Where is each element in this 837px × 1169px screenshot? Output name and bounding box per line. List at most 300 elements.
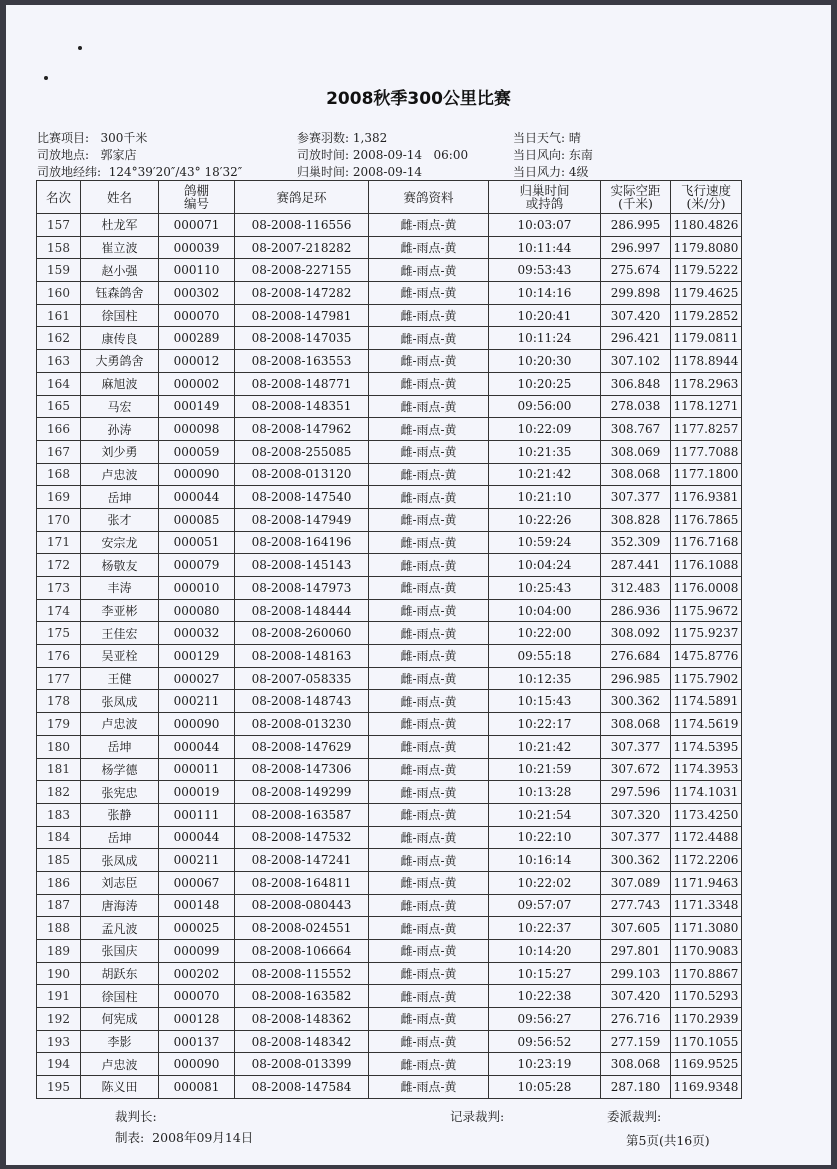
cell-distance: 308.068 — [601, 463, 671, 486]
cell-speed: 1175.9237 — [671, 622, 742, 645]
cell-loft-id: 000202 — [159, 962, 235, 985]
cell-loft-id: 000070 — [159, 985, 235, 1008]
cell-bird-info: 雌-雨点-黄 — [369, 486, 489, 509]
cell-name: 张宪忠 — [81, 781, 159, 804]
cell-distance: 308.092 — [601, 622, 671, 645]
cell-distance: 308.069 — [601, 440, 671, 463]
cell-bird-info: 雌-雨点-黄 — [369, 463, 489, 486]
cell-speed: 1178.1271 — [671, 395, 742, 418]
cell-rank: 187 — [37, 894, 81, 917]
cell-return-time: 10:22:17 — [489, 713, 601, 736]
cell-name: 张凤成 — [81, 690, 159, 713]
table-row — [37, 758, 742, 781]
cell-rank: 165 — [37, 395, 81, 418]
cell-rank: 180 — [37, 735, 81, 758]
cell-bird-info: 雌-雨点-黄 — [369, 781, 489, 804]
cell-rank: 191 — [37, 985, 81, 1008]
cell-loft-id: 000148 — [159, 894, 235, 917]
cell-return-time: 10:03:07 — [489, 214, 601, 237]
table-row — [37, 531, 742, 554]
cell-bird-info: 雌-雨点-黄 — [369, 713, 489, 736]
cell-rank: 190 — [37, 962, 81, 985]
cell-return-time: 10:25:43 — [489, 577, 601, 600]
cell-return-time: 10:20:25 — [489, 372, 601, 395]
cell-name: 卢忠波 — [81, 1053, 159, 1076]
cell-rank: 170 — [37, 508, 81, 531]
cell-return-time: 10:04:00 — [489, 599, 601, 622]
cell-ring: 08-2008-147962 — [235, 418, 369, 441]
cell-loft-id: 000011 — [159, 758, 235, 781]
cell-name: 刘少勇 — [81, 440, 159, 463]
event-info: 比赛项目: 300千米 — [37, 131, 148, 145]
cell-rank: 158 — [37, 236, 81, 259]
cell-loft-id: 000071 — [159, 214, 235, 237]
cell-speed: 1173.4250 — [671, 803, 742, 826]
cell-ring: 08-2008-024551 — [235, 917, 369, 940]
cell-rank: 174 — [37, 599, 81, 622]
cell-rank: 163 — [37, 350, 81, 373]
cell-distance: 307.672 — [601, 758, 671, 781]
cell-return-time: 10:05:28 — [489, 1076, 601, 1099]
cell-return-time: 10:16:14 — [489, 849, 601, 872]
cell-return-time: 10:11:24 — [489, 327, 601, 350]
cell-bird-info: 雌-雨点-黄 — [369, 1008, 489, 1031]
cell-ring: 08-2007-218282 — [235, 236, 369, 259]
cell-rank: 168 — [37, 463, 81, 486]
cell-speed: 1174.1031 — [671, 781, 742, 804]
table-row — [37, 440, 742, 463]
cell-distance: 277.743 — [601, 894, 671, 917]
table-row — [37, 395, 742, 418]
cell-distance: 296.997 — [601, 236, 671, 259]
cell-rank: 167 — [37, 440, 81, 463]
cell-ring: 08-2008-260060 — [235, 622, 369, 645]
cell-speed: 1170.8867 — [671, 962, 742, 985]
cell-name: 王佳宏 — [81, 622, 159, 645]
table-row — [37, 259, 742, 282]
cell-ring: 08-2008-145143 — [235, 554, 369, 577]
cell-loft-id: 000137 — [159, 1030, 235, 1053]
cell-loft-id: 000002 — [159, 372, 235, 395]
table-row — [37, 667, 742, 690]
cell-return-time: 09:56:27 — [489, 1008, 601, 1031]
cell-distance: 299.898 — [601, 282, 671, 305]
cell-return-time: 10:20:41 — [489, 304, 601, 327]
table-row — [37, 599, 742, 622]
cell-bird-info: 雌-雨点-黄 — [369, 327, 489, 350]
cell-ring: 08-2008-147306 — [235, 758, 369, 781]
cell-distance: 307.102 — [601, 350, 671, 373]
cell-ring: 08-2008-147973 — [235, 577, 369, 600]
cell-bird-info: 雌-雨点-黄 — [369, 214, 489, 237]
cell-distance: 307.089 — [601, 871, 671, 894]
cell-ring: 08-2007-058335 — [235, 667, 369, 690]
cell-name: 唐海涛 — [81, 894, 159, 917]
header-distance: 实际空距 (千米) — [601, 181, 671, 214]
cell-ring: 08-2008-147282 — [235, 282, 369, 305]
cell-distance: 287.180 — [601, 1076, 671, 1099]
cell-return-time: 10:22:00 — [489, 622, 601, 645]
return-time-info: 归巢时间: 2008-09-14 — [297, 165, 423, 179]
table-row — [37, 871, 742, 894]
cell-bird-info: 雌-雨点-黄 — [369, 236, 489, 259]
cell-ring: 08-2008-148444 — [235, 599, 369, 622]
cell-name: 杨敬友 — [81, 554, 159, 577]
cell-loft-id: 000044 — [159, 735, 235, 758]
weather-info: 当日天气: 晴 — [513, 131, 581, 145]
cell-distance: 300.362 — [601, 849, 671, 872]
cell-bird-info: 雌-雨点-黄 — [369, 985, 489, 1008]
cell-name: 李亚彬 — [81, 599, 159, 622]
cell-ring: 08-2008-080443 — [235, 894, 369, 917]
cell-rank: 177 — [37, 667, 81, 690]
cell-bird-info: 雌-雨点-黄 — [369, 395, 489, 418]
cell-speed: 1175.9672 — [671, 599, 742, 622]
cell-loft-id: 000039 — [159, 236, 235, 259]
cell-loft-id: 000081 — [159, 1076, 235, 1099]
cell-loft-id: 000128 — [159, 1008, 235, 1031]
cell-loft-id: 000051 — [159, 531, 235, 554]
cell-speed: 1174.5395 — [671, 735, 742, 758]
cell-return-time: 10:12:35 — [489, 667, 601, 690]
cell-rank: 176 — [37, 645, 81, 668]
cell-name: 张国庆 — [81, 940, 159, 963]
table-row — [37, 917, 742, 940]
cell-rank: 175 — [37, 622, 81, 645]
results-table — [36, 180, 742, 1099]
cell-bird-info: 雌-雨点-黄 — [369, 599, 489, 622]
table-body — [37, 214, 742, 1099]
cell-rank: 166 — [37, 418, 81, 441]
cell-return-time: 09:55:18 — [489, 645, 601, 668]
cell-bird-info: 雌-雨点-黄 — [369, 418, 489, 441]
cell-ring: 08-2008-147584 — [235, 1076, 369, 1099]
cell-rank: 186 — [37, 871, 81, 894]
cell-rank: 195 — [37, 1076, 81, 1099]
cell-name: 岳坤 — [81, 486, 159, 509]
cell-bird-info: 雌-雨点-黄 — [369, 531, 489, 554]
cell-return-time: 10:22:02 — [489, 871, 601, 894]
cell-loft-id: 000211 — [159, 849, 235, 872]
cell-bird-info: 雌-雨点-黄 — [369, 894, 489, 917]
table-row — [37, 372, 742, 395]
cell-return-time: 10:20:30 — [489, 350, 601, 373]
table-row — [37, 985, 742, 1008]
cell-return-time: 10:23:19 — [489, 1053, 601, 1076]
cell-speed: 1179.0811 — [671, 327, 742, 350]
cell-speed: 1177.8257 — [671, 418, 742, 441]
cell-distance: 308.068 — [601, 1053, 671, 1076]
cell-return-time: 10:22:26 — [489, 508, 601, 531]
cell-ring: 08-2008-163582 — [235, 985, 369, 1008]
header-rank: 名次 — [37, 181, 81, 214]
cell-loft-id: 000090 — [159, 463, 235, 486]
cell-speed: 1176.1088 — [671, 554, 742, 577]
cell-ring: 08-2008-149299 — [235, 781, 369, 804]
cell-return-time: 09:57:07 — [489, 894, 601, 917]
cell-distance: 296.421 — [601, 327, 671, 350]
cell-speed: 1177.1800 — [671, 463, 742, 486]
cell-speed: 1174.5891 — [671, 690, 742, 713]
cell-name: 孙涛 — [81, 418, 159, 441]
coords-info: 司放地经纬: 124°39′20″/43° 18′32″ — [37, 165, 243, 179]
cell-ring: 08-2008-115552 — [235, 962, 369, 985]
page-number: 第5页(共16页) — [626, 1133, 710, 1148]
cell-bird-info: 雌-雨点-黄 — [369, 622, 489, 645]
table-row — [37, 214, 742, 237]
cell-ring: 08-2008-147035 — [235, 327, 369, 350]
cell-ring: 08-2008-106664 — [235, 940, 369, 963]
cell-speed: 1171.3080 — [671, 917, 742, 940]
cell-loft-id: 000129 — [159, 645, 235, 668]
cell-name: 岳坤 — [81, 735, 159, 758]
release-time-info: 司放时间: 2008-09-14 06:00 — [297, 148, 469, 162]
cell-return-time: 10:14:16 — [489, 282, 601, 305]
cell-speed: 1170.5293 — [671, 985, 742, 1008]
cell-return-time: 09:53:43 — [489, 259, 601, 282]
cell-name: 何宪成 — [81, 1008, 159, 1031]
table-row — [37, 781, 742, 804]
cell-ring: 08-2008-148163 — [235, 645, 369, 668]
wind-force-info: 当日风力: 4级 — [513, 165, 589, 179]
cell-speed: 1169.9348 — [671, 1076, 742, 1099]
cell-ring: 08-2008-147532 — [235, 826, 369, 849]
cell-name: 大勇鸽舍 — [81, 350, 159, 373]
cell-distance: 307.377 — [601, 826, 671, 849]
cell-name: 孟凡波 — [81, 917, 159, 940]
table-row — [37, 508, 742, 531]
cell-speed: 1177.7088 — [671, 440, 742, 463]
cell-bird-info: 雌-雨点-黄 — [369, 554, 489, 577]
cell-ring: 08-2008-255085 — [235, 440, 369, 463]
cell-rank: 188 — [37, 917, 81, 940]
header-ring: 赛鸽足环 — [235, 181, 369, 214]
cell-bird-info: 雌-雨点-黄 — [369, 826, 489, 849]
cell-name: 麻旭波 — [81, 372, 159, 395]
cell-rank: 162 — [37, 327, 81, 350]
cell-loft-id: 000090 — [159, 1053, 235, 1076]
cell-ring: 08-2008-227155 — [235, 259, 369, 282]
table-row — [37, 962, 742, 985]
cell-name: 赵小强 — [81, 259, 159, 282]
table-row — [37, 554, 742, 577]
cell-name: 康传良 — [81, 327, 159, 350]
cell-loft-id: 000085 — [159, 508, 235, 531]
cell-ring: 08-2008-164196 — [235, 531, 369, 554]
table-row — [37, 1053, 742, 1076]
cell-ring: 08-2008-013120 — [235, 463, 369, 486]
cell-ring: 08-2008-147540 — [235, 486, 369, 509]
cell-speed: 1179.4625 — [671, 282, 742, 305]
cell-name: 岳坤 — [81, 826, 159, 849]
cell-loft-id: 000044 — [159, 486, 235, 509]
cell-bird-info: 雌-雨点-黄 — [369, 871, 489, 894]
cell-name: 崔立波 — [81, 236, 159, 259]
table-row — [37, 327, 742, 350]
cell-distance: 307.420 — [601, 985, 671, 1008]
cell-speed: 1174.5619 — [671, 713, 742, 736]
table-row — [37, 282, 742, 305]
table-row — [37, 350, 742, 373]
table-row — [37, 735, 742, 758]
cell-name: 马宏 — [81, 395, 159, 418]
page-title: 2008秋季300公里比赛 — [326, 89, 511, 109]
cell-loft-id: 000067 — [159, 871, 235, 894]
cell-loft-id: 000027 — [159, 667, 235, 690]
cell-ring: 08-2008-147949 — [235, 508, 369, 531]
cell-return-time: 10:21:59 — [489, 758, 601, 781]
table-row — [37, 622, 742, 645]
cell-bird-info: 雌-雨点-黄 — [369, 1030, 489, 1053]
cell-rank: 185 — [37, 849, 81, 872]
cell-speed: 1170.9083 — [671, 940, 742, 963]
recorder-label: 记录裁判: — [450, 1109, 505, 1124]
table-row — [37, 577, 742, 600]
cell-loft-id: 000090 — [159, 713, 235, 736]
cell-bird-info: 雌-雨点-黄 — [369, 350, 489, 373]
cell-speed: 1172.2206 — [671, 849, 742, 872]
cell-speed: 1179.5222 — [671, 259, 742, 282]
cell-name: 刘志臣 — [81, 871, 159, 894]
cell-loft-id: 000070 — [159, 304, 235, 327]
chief-judge-label: 裁判长: — [115, 1109, 157, 1124]
cell-ring: 08-2008-148743 — [235, 690, 369, 713]
cell-return-time: 10:21:42 — [489, 463, 601, 486]
cell-bird-info: 雌-雨点-黄 — [369, 690, 489, 713]
cell-rank: 192 — [37, 1008, 81, 1031]
cell-rank: 173 — [37, 577, 81, 600]
cell-speed: 1178.8944 — [671, 350, 742, 373]
cell-return-time: 10:21:54 — [489, 803, 601, 826]
cell-speed: 1475.8776 — [671, 645, 742, 668]
cell-return-time: 10:22:38 — [489, 985, 601, 1008]
delegate-label: 委派裁判: — [607, 1109, 662, 1124]
cell-rank: 164 — [37, 372, 81, 395]
cell-loft-id: 000019 — [159, 781, 235, 804]
cell-ring: 08-2008-116556 — [235, 214, 369, 237]
cell-distance: 299.103 — [601, 962, 671, 985]
cell-bird-info: 雌-雨点-黄 — [369, 645, 489, 668]
wind-direction-info: 当日风向: 东南 — [513, 148, 593, 162]
cell-bird-info: 雌-雨点-黄 — [369, 962, 489, 985]
cell-name: 杜龙军 — [81, 214, 159, 237]
cell-return-time: 10:21:35 — [489, 440, 601, 463]
cell-rank: 189 — [37, 940, 81, 963]
cell-return-time: 10:04:24 — [489, 554, 601, 577]
cell-distance: 312.483 — [601, 577, 671, 600]
table-row — [37, 713, 742, 736]
cell-ring: 08-2008-147241 — [235, 849, 369, 872]
cell-distance: 308.828 — [601, 508, 671, 531]
cell-rank: 182 — [37, 781, 81, 804]
cell-bird-info: 雌-雨点-黄 — [369, 849, 489, 872]
cell-ring: 08-2008-148362 — [235, 1008, 369, 1031]
entries-info: 参赛羽数: 1,382 — [297, 131, 388, 145]
table-row — [37, 236, 742, 259]
table-row — [37, 826, 742, 849]
cell-loft-id: 000032 — [159, 622, 235, 645]
table-row — [37, 645, 742, 668]
cell-bird-info: 雌-雨点-黄 — [369, 304, 489, 327]
cell-ring: 08-2008-013399 — [235, 1053, 369, 1076]
cell-distance: 300.362 — [601, 690, 671, 713]
cell-return-time: 10:15:43 — [489, 690, 601, 713]
header-loft-id: 鸽棚 编号 — [159, 181, 235, 214]
speck — [78, 46, 82, 50]
table-row — [37, 1030, 742, 1053]
cell-distance: 297.596 — [601, 781, 671, 804]
table-row — [37, 690, 742, 713]
cell-name: 徐国柱 — [81, 304, 159, 327]
release-place-info: 司放地点: 郭家店 — [37, 148, 137, 162]
cell-speed: 1170.2939 — [671, 1008, 742, 1031]
cell-return-time: 10:22:37 — [489, 917, 601, 940]
cell-ring: 08-2008-164811 — [235, 871, 369, 894]
cell-name: 张凤成 — [81, 849, 159, 872]
header-bird-info: 赛鸽资料 — [369, 181, 489, 214]
cell-name: 张静 — [81, 803, 159, 826]
cell-ring: 08-2008-148342 — [235, 1030, 369, 1053]
cell-return-time: 10:21:42 — [489, 735, 601, 758]
cell-ring: 08-2008-163553 — [235, 350, 369, 373]
cell-distance: 307.377 — [601, 735, 671, 758]
cell-ring: 08-2008-147629 — [235, 735, 369, 758]
cell-rank: 172 — [37, 554, 81, 577]
cell-distance: 307.320 — [601, 803, 671, 826]
cell-name: 徐国柱 — [81, 985, 159, 1008]
cell-loft-id: 000080 — [159, 599, 235, 622]
cell-name: 王健 — [81, 667, 159, 690]
cell-return-time: 09:56:00 — [489, 395, 601, 418]
cell-name: 杨学德 — [81, 758, 159, 781]
cell-speed: 1179.2852 — [671, 304, 742, 327]
cell-rank: 159 — [37, 259, 81, 282]
cell-rank: 193 — [37, 1030, 81, 1053]
cell-return-time: 10:11:44 — [489, 236, 601, 259]
cell-return-time: 10:14:20 — [489, 940, 601, 963]
cell-ring: 08-2008-013230 — [235, 713, 369, 736]
cell-return-time: 10:13:28 — [489, 781, 601, 804]
cell-bird-info: 雌-雨点-黄 — [369, 1076, 489, 1099]
cell-loft-id: 000302 — [159, 282, 235, 305]
cell-rank: 171 — [37, 531, 81, 554]
cell-rank: 169 — [37, 486, 81, 509]
header-return-time: 归巢时间 或持鸽 — [489, 181, 601, 214]
cell-rank: 178 — [37, 690, 81, 713]
cell-loft-id: 000289 — [159, 327, 235, 350]
cell-loft-id: 000111 — [159, 803, 235, 826]
cell-bird-info: 雌-雨点-黄 — [369, 440, 489, 463]
cell-name: 丰涛 — [81, 577, 159, 600]
cell-loft-id: 000098 — [159, 418, 235, 441]
cell-rank: 160 — [37, 282, 81, 305]
cell-speed: 1178.2963 — [671, 372, 742, 395]
cell-name: 吴亚栓 — [81, 645, 159, 668]
cell-rank: 157 — [37, 214, 81, 237]
table-row — [37, 1076, 742, 1099]
cell-distance: 287.441 — [601, 554, 671, 577]
cell-name: 胡跃东 — [81, 962, 159, 985]
cell-name: 卢忠波 — [81, 713, 159, 736]
cell-return-time: 10:15:27 — [489, 962, 601, 985]
cell-rank: 179 — [37, 713, 81, 736]
table-row — [37, 486, 742, 509]
cell-return-time: 10:22:09 — [489, 418, 601, 441]
cell-rank: 194 — [37, 1053, 81, 1076]
cell-loft-id: 000059 — [159, 440, 235, 463]
cell-bird-info: 雌-雨点-黄 — [369, 940, 489, 963]
cell-speed: 1169.9525 — [671, 1053, 742, 1076]
